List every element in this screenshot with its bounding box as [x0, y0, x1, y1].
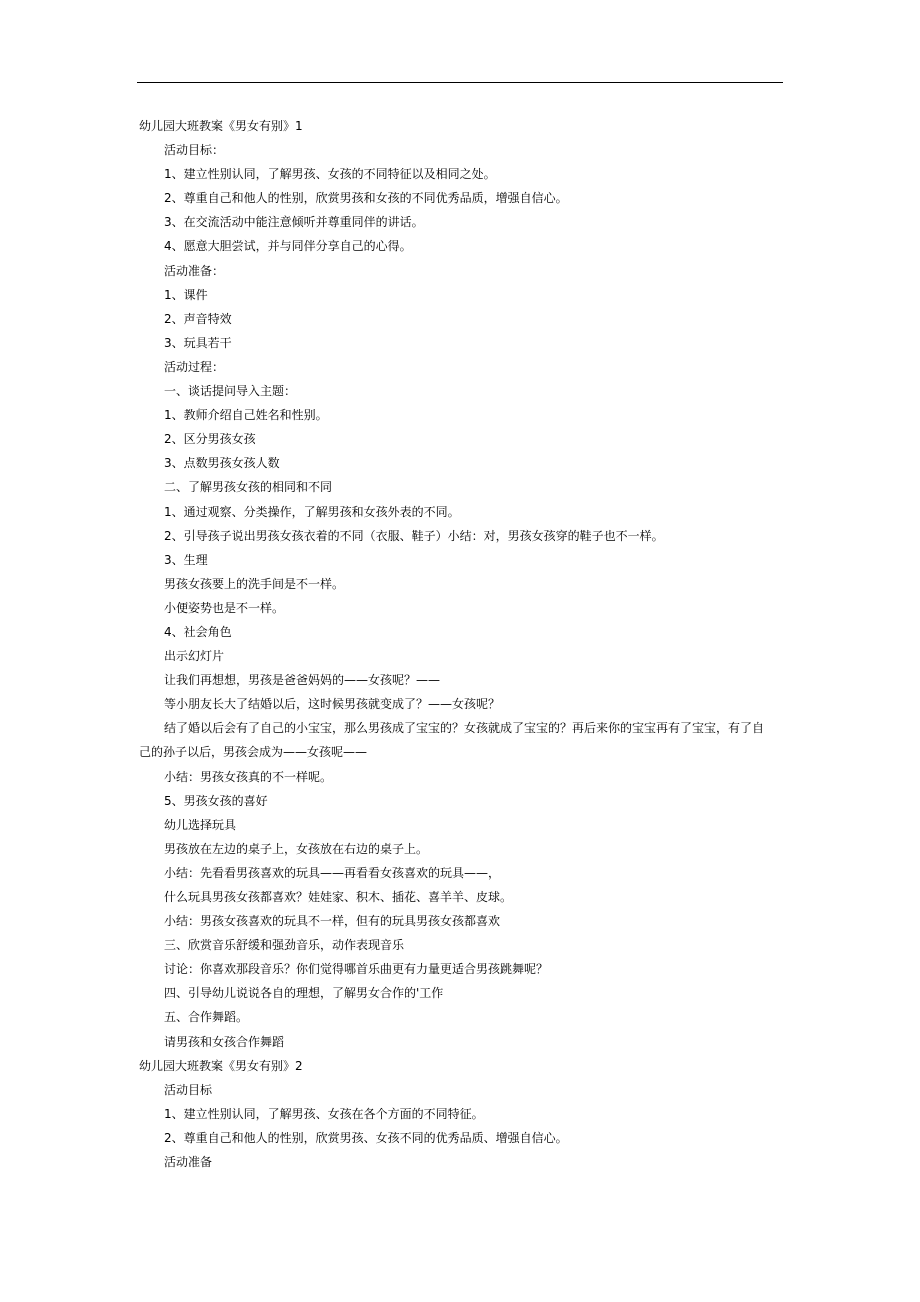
doc1-goal-item: 4、愿意大胆尝试，并与同伴分享自己的心得。 [164, 239, 412, 254]
doc1-paragraph: 什么玩具男孩女孩都喜欢？娃娃家、积木、插花、喜羊羊、皮球。 [164, 890, 513, 904]
doc1-paragraph: 请男孩和女孩合作舞蹈 [164, 1034, 285, 1049]
doc1-paragraph: 4、社会角色 [164, 624, 232, 639]
doc1-paragraph: 3、生理 [164, 552, 208, 567]
doc2-goal-item: 1、建立性别认同，了解男孩、女孩在各个方面的不同特征。 [164, 1106, 484, 1121]
doc1-paragraph: 2、区分男孩女孩 [164, 432, 256, 447]
doc1-paragraph: 男孩放在左边的桌子上，女孩放在右边的桌子上。 [164, 841, 429, 856]
doc1-paragraph: 1、通过观察、分类操作，了解男孩和女孩外表的不同。 [164, 504, 460, 519]
doc1-goal-item: 2、尊重自己和他人的性别，欣赏男孩和女孩的不同优秀品质，增强自信心。 [164, 191, 568, 206]
doc1-title: 幼儿园大班教案《男女有别》1 [139, 119, 303, 133]
doc1-goal-item: 1、建立性别认同，了解男孩、女孩的不同特征以及相同之处。 [164, 167, 496, 182]
doc1-paragraph: 让我们再想想，男孩是爸爸妈妈的——女孩呢？—— [164, 673, 441, 688]
doc1-prep-item: 3、玩具若干 [164, 335, 232, 350]
doc1-section-heading: 三、欣赏音乐舒缓和强劲音乐，动作表现音乐 [164, 938, 405, 953]
doc1-paragraph: 2、引导孩子说出男孩女孩衣着的不同（衣服、鞋子）小结：对，男孩女孩穿的鞋子也不一样。 [164, 528, 664, 543]
doc1-paragraph: 小结：先看看男孩喜欢的玩具——再看看女孩喜欢的玩具——， [164, 865, 501, 880]
doc1-paragraph: 出示幻灯片 [164, 649, 225, 664]
doc2-title: 幼儿园大班教案《男女有别》2 [139, 1058, 303, 1073]
doc1-paragraph: 讨论：你喜欢那段音乐？你们觉得哪首乐曲更有力量更适合男孩跳舞呢？ [164, 962, 549, 977]
doc1-section-heading: 四、引导幼儿说说各自的理想，了解男女合作的'工作 [164, 986, 444, 1001]
doc1-prep-item: 2、声音特效 [164, 311, 232, 326]
doc1-paragraph: 小便姿势也是不一样。 [164, 600, 285, 615]
doc1-section-heading: 五、合作舞蹈。 [164, 1010, 249, 1025]
doc1-long-paragraph-line1: 结了婚以后会有了自己的小宝宝，那么男孩成了宝宝的？女孩就成了宝宝的？再后来你的宝宝再有了宝宝，有了自 [164, 721, 765, 736]
doc1-paragraph: 5、男孩女孩的喜好 [164, 793, 268, 808]
doc1-section-heading: 一、谈话提问导入主题： [164, 384, 297, 399]
doc2-goal-item: 2、尊重自己和他人的性别，欣赏男孩、女孩不同的优秀品质、增强自信心。 [164, 1130, 568, 1145]
doc1-paragraph: 男孩女孩要上的洗手间是不一样。 [164, 576, 345, 591]
doc1-paragraph: 小结：男孩女孩真的不一样呢。 [164, 769, 333, 784]
doc1-section-heading: 二、了解男孩女孩的相同和不同 [164, 480, 333, 495]
doc1-process-heading: 活动过程： [164, 359, 225, 374]
header-rule [137, 82, 783, 83]
doc1-paragraph: 幼儿选择玩具 [164, 817, 237, 832]
doc1-goal-item: 3、在交流活动中能注意倾听并尊重同伴的讲话。 [164, 215, 424, 230]
doc2-prep-heading: 活动准备 [164, 1155, 213, 1170]
document-body [139, 114, 784, 1174]
doc1-long-paragraph-line2: 己的孙子以后，男孩会成为——女孩呢—— [139, 745, 368, 760]
doc1-prep-item: 1、课件 [164, 287, 208, 302]
doc1-paragraph: 小结：男孩女孩喜欢的玩具不一样，但有的玩具男孩女孩都喜欢 [164, 914, 501, 929]
doc2-goals-heading: 活动目标 [164, 1082, 213, 1097]
doc1-paragraph: 3、点数男孩女孩人数 [164, 456, 280, 471]
doc1-paragraph: 等小朋友长大了结婚以后，这时候男孩就变成了？——女孩呢？ [164, 697, 501, 712]
doc1-paragraph: 1、教师介绍自己姓名和性别。 [164, 408, 328, 423]
doc1-prep-heading: 活动准备： [164, 263, 225, 278]
doc1-goals-heading: 活动目标： [164, 143, 225, 158]
